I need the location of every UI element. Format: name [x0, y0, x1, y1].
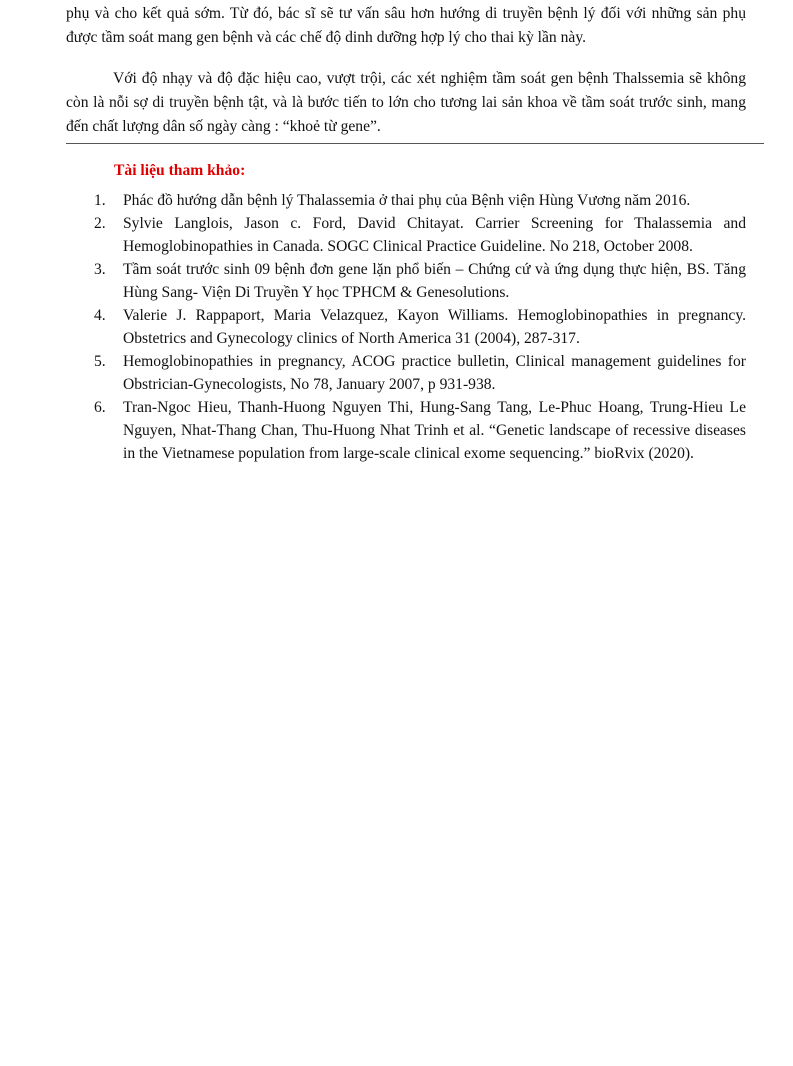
reference-number: 4. — [94, 307, 106, 324]
reference-text: Tran-Ngoc Hieu, Thanh-Huong Nguyen Thi, Hung-Sang Tang, Le-Phuc Hoang, Trung-Hieu Le Nguyen, Nhat-Thang Chan, Thu-Huong Nhat Trinh et al. “Genetic landscape of recessive diseases in the Vietnamese population from large-scale clinical exome sequencing.” bioRvix (2020). — [123, 399, 746, 462]
reference-item — [0, 189, 746, 212]
reference-item — [0, 350, 746, 396]
reference-text: Hemoglobinopathies in pregnancy, ACOG practice bulletin, Clinical management guidelines for Obstrician-Gynecologists, No 78, January 2007, p 931-938. — [123, 353, 746, 393]
reference-item — [0, 212, 746, 258]
reference-item — [0, 396, 746, 465]
reference-number: 1. — [94, 192, 106, 209]
body-paragraph-1: phụ và cho kết quả sớm. Từ đó, bác sĩ sẽ tư vấn sâu hơn hướng di truyền bệnh lý đối với những sản phụ được tầm soát mang gen bệnh và các chế độ dinh dưỡng hợp lý cho thai kỳ lần này. — [66, 5, 746, 46]
section-divider — [66, 143, 764, 144]
reference-text: Tầm soát trước sinh 09 bệnh đơn gene lặn phổ biến – Chứng cứ và ứng dụng thực hiện, BS. Tăng Hùng Sang- Viện Di Truyền Y học TPHCM & Genesolutions. — [123, 261, 746, 301]
reference-number: 3. — [94, 261, 106, 278]
reference-text: Sylvie Langlois, Jason c. Ford, David Chitayat. Carrier Screening for Thalassemia and Hemoglobinopathies in Canada. SOGC Clinical Practice Guideline. No 218, October 2008. — [123, 215, 746, 255]
references-list — [0, 189, 793, 465]
reference-number: 2. — [94, 215, 106, 232]
body-paragraph-2: Với độ nhạy và độ đặc hiệu cao, vượt trội, các xét nghiệm tầm soát gen bệnh Thalssemia sẽ không còn là nỗi sợ di truyền bệnh tật, và là bước tiến to lớn cho tương lai sản khoa về tầm soát trước sinh, mang đến chất lượng dân số ngày càng : “khoẻ từ gene”. — [66, 70, 746, 135]
reference-text: Valerie J. Rappaport, Maria Velazquez, Kayon Williams. Hemoglobinopathies in pregnancy. Obstetrics and Gynecology clinics of North America 31 (2004), 287-317. — [123, 307, 746, 347]
reference-text: Phác đồ hướng dẫn bệnh lý Thalassemia ở thai phụ của Bệnh viện Hùng Vương năm 2016. — [123, 192, 691, 209]
reference-item — [0, 304, 746, 350]
references-heading: Tài liệu tham khảo: — [114, 162, 246, 179]
reference-item — [0, 258, 746, 304]
reference-number: 6. — [94, 399, 106, 416]
reference-number: 5. — [94, 353, 106, 370]
